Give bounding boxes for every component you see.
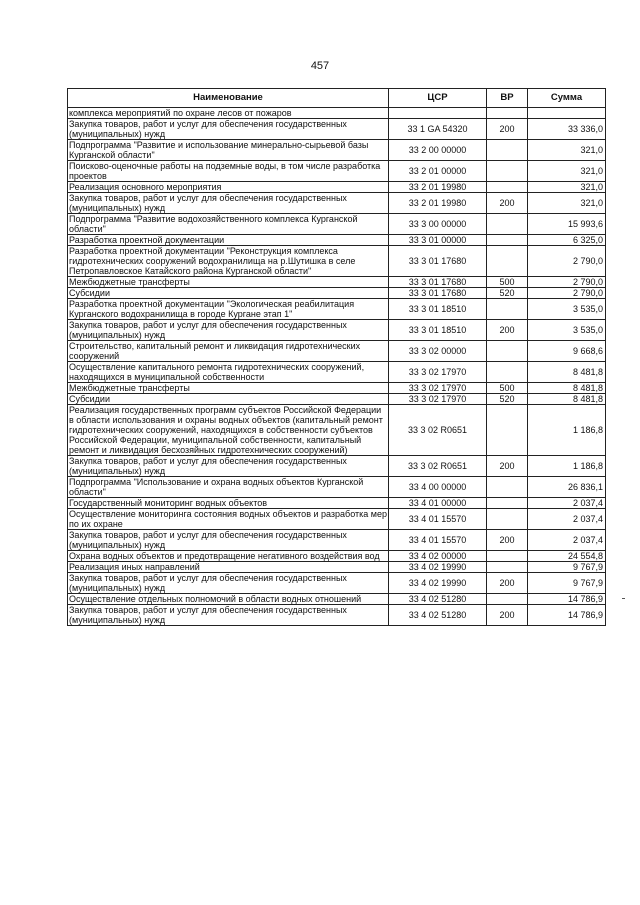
cell-name: Разработка проектной документации "Экологическая реабилитация Курганского водохранилища в городе Кургане этап 1" [68,299,389,320]
table-row [68,108,606,119]
cell-csr: 33 4 02 19990 [389,562,487,573]
cell-csr: 33 4 01 15570 [389,530,487,551]
table-row [68,562,606,573]
cell-csr: 33 4 01 15570 [389,509,487,530]
cell-name: Закупка товаров, работ и услуг для обеспечения государственных (муниципальных) нужд [68,573,389,594]
table-row [68,405,606,456]
cell-vr [487,498,528,509]
cell-csr: 33 3 01 17680 [389,277,487,288]
table-row [68,320,606,341]
cell-sum: 9 668,6 [528,341,606,362]
cell-vr: 500 [487,383,528,394]
cell-csr: 33 3 01 00000 [389,235,487,246]
cell-sum: 8 481,8 [528,362,606,383]
cell-csr: 33 4 02 51280 [389,605,487,626]
table-row [68,509,606,530]
cell-name: Закупка товаров, работ и услуг для обеспечения государственных (муниципальных) нужд [68,605,389,626]
cell-vr [487,362,528,383]
budget-table [67,88,606,626]
table-row [68,341,606,362]
cell-sum: 33 336,0 [528,119,606,140]
cell-vr: 200 [487,573,528,594]
cell-vr: 500 [487,277,528,288]
cell-csr: 33 3 01 17680 [389,246,487,277]
cell-csr: 33 4 02 19990 [389,573,487,594]
cell-sum: 2 790,0 [528,288,606,299]
cell-csr: 33 2 01 19980 [389,193,487,214]
cell-sum: 3 535,0 [528,320,606,341]
cell-sum: 321,0 [528,161,606,182]
cell-vr [487,246,528,277]
cell-name: Закупка товаров, работ и услуг для обеспечения государственных (муниципальных) нужд [68,456,389,477]
cell-sum: 2 790,0 [528,277,606,288]
cell-name: Подпрограмма "Использование и охрана водных объектов Курганской области" [68,477,389,498]
cell-vr [487,299,528,320]
cell-vr [487,562,528,573]
cell-vr [487,235,528,246]
cell-name: Реализация иных направлений [68,562,389,573]
cell-name: Подпрограмма "Развитие и использование минерально-сырьевой базы Курганской области" [68,140,389,161]
cell-name: Закупка товаров, работ и услуг для обеспечения государственных (муниципальных) нужд [68,193,389,214]
cell-csr: 33 2 01 00000 [389,161,487,182]
cell-sum: 321,0 [528,140,606,161]
header-sum: Сумма [528,89,606,108]
cell-sum: 2 037,4 [528,498,606,509]
table-row [68,362,606,383]
cell-vr [487,341,528,362]
table-row [68,299,606,320]
cell-name: Межбюджетные трансферты [68,383,389,394]
header-vr: ВР [487,89,528,108]
cell-sum: 321,0 [528,182,606,193]
cell-name: Разработка проектной документации [68,235,389,246]
cell-sum: 8 481,8 [528,394,606,405]
cell-vr: 520 [487,394,528,405]
cell-csr [389,108,487,119]
cell-csr: 33 4 01 00000 [389,498,487,509]
cell-name: Реализация основного мероприятия [68,182,389,193]
cell-vr: 520 [487,288,528,299]
cell-name: Подпрограмма "Развитие водохозяйственного комплекса Курганской области" [68,214,389,235]
cell-name: Осуществление отдельных полномочий в области водных отношений [68,594,389,605]
cell-csr: 33 3 01 18510 [389,299,487,320]
cell-name: Закупка товаров, работ и услуг для обеспечения государственных (муниципальных) нужд [68,320,389,341]
cell-name: Поисково-оценочные работы на подземные воды, в том числе разработка проектов [68,161,389,182]
cell-vr [487,140,528,161]
table-row [68,161,606,182]
cell-sum: 2 037,4 [528,530,606,551]
table-row [68,498,606,509]
cell-vr [487,477,528,498]
cell-csr: 33 4 02 00000 [389,551,487,562]
cell-vr: 200 [487,456,528,477]
cell-vr [487,551,528,562]
table-row [68,605,606,626]
table-row [68,246,606,277]
cell-csr: 33 3 02 17970 [389,394,487,405]
cell-sum: 3 535,0 [528,299,606,320]
cell-vr [487,405,528,456]
table-row [68,277,606,288]
cell-csr: 33 3 02 R0651 [389,405,487,456]
cell-name: Государственный мониторинг водных объектов [68,498,389,509]
table-row [68,214,606,235]
cell-csr: 33 4 02 51280 [389,594,487,605]
table-row [68,119,606,140]
cell-csr: 33 3 02 17970 [389,362,487,383]
table-row [68,383,606,394]
cell-csr: 33 2 00 00000 [389,140,487,161]
cell-name: комплекса мероприятий по охране лесов от пожаров [68,108,389,119]
table-row [68,573,606,594]
cell-name: Закупка товаров, работ и услуг для обеспечения государственных (муниципальных) нужд [68,119,389,140]
header-name: Наименование [68,89,389,108]
cell-sum: 24 554,8 [528,551,606,562]
cell-vr: 200 [487,605,528,626]
cell-name: Межбюджетные трансферты [68,277,389,288]
cell-name: Осуществление мониторинга состояния водных объектов и разработка мер по их охране [69,509,387,529]
table-row [68,477,606,498]
table-row [68,394,606,405]
table-row [68,235,606,246]
cell-name: Реализация государственных программ субъектов Российской Федерации в области использования и охраны водных объектов (капитальный ремонт гидротехнических сооружений, находящихся в собственности субъектов Российской Федерации, муниципальной собственности, капитальный ремонт и ликвидация бесхозяйных гидротехнических сооружений) [68,405,389,456]
table-row [68,182,606,193]
cell-vr [487,161,528,182]
cell-name: Субсидии [68,394,389,405]
cell-sum: 26 836,1 [528,477,606,498]
cell-name: Строительство, капитальный ремонт и ликвидация гидротехнических сооружений [68,341,389,362]
cell-sum: 2 037,4 [528,509,606,530]
cell-vr: 200 [487,530,528,551]
cell-sum: 14 786,9 [528,594,606,605]
table-row [68,530,606,551]
cell-vr: 200 [487,119,528,140]
cell-csr: 33 4 00 00000 [389,477,487,498]
cell-sum: 1 186,8 [528,405,606,456]
table-header-row [68,89,606,108]
table-row [68,193,606,214]
cell-csr: 33 3 01 17680 [389,288,487,299]
cell-csr: 33 3 02 17970 [389,383,487,394]
cell-sum: 15 993,6 [528,214,606,235]
cell-vr: 200 [487,320,528,341]
cell-sum: 9 767,9 [528,562,606,573]
cell-csr: 33 3 00 00000 [389,214,487,235]
cell-name: Закупка товаров, работ и услуг для обеспечения государственных (муниципальных) нужд [68,530,389,551]
cell-sum: 2 790,0 [528,246,606,277]
table-row [68,140,606,161]
cell-vr: 200 [487,193,528,214]
table-row [68,456,606,477]
cell-csr: 33 3 02 R0651 [389,456,487,477]
scan-mark [622,598,625,599]
cell-name: Осуществление капитального ремонта гидротехнических сооружений, находящихся в муниципальной собственности [68,362,389,383]
cell-name: Разработка проектной документации "Реконструкция комплекса гидротехнических сооружений водохранилища на р.Шутишка в селе Петропавловское Катайского района Курганской области" [68,246,389,277]
page-number: 457 [310,60,330,72]
table-row [68,288,606,299]
cell-sum [528,108,606,119]
cell-csr: 33 2 01 19980 [389,182,487,193]
cell-sum: 8 481,8 [528,383,606,394]
cell-name: Охрана водных объектов и предотвращение негативного воздействия вод [68,551,389,562]
cell-vr [487,108,528,119]
table-row [68,594,606,605]
header-csr: ЦСР [389,89,487,108]
cell-csr: 33 3 01 18510 [389,320,487,341]
cell-vr [487,182,528,193]
cell-sum: 1 186,8 [528,456,606,477]
cell-sum: 6 325,0 [528,235,606,246]
cell-vr [487,509,528,530]
cell-sum: 9 767,9 [528,573,606,594]
cell-csr: 33 1 GA 54320 [389,119,487,140]
cell-vr [487,214,528,235]
table-row [68,551,606,562]
cell-sum: 321,0 [528,193,606,214]
cell-name: Субсидии [68,288,389,299]
cell-vr [487,594,528,605]
cell-sum: 14 786,9 [528,605,606,626]
cell-csr: 33 3 02 00000 [389,341,487,362]
